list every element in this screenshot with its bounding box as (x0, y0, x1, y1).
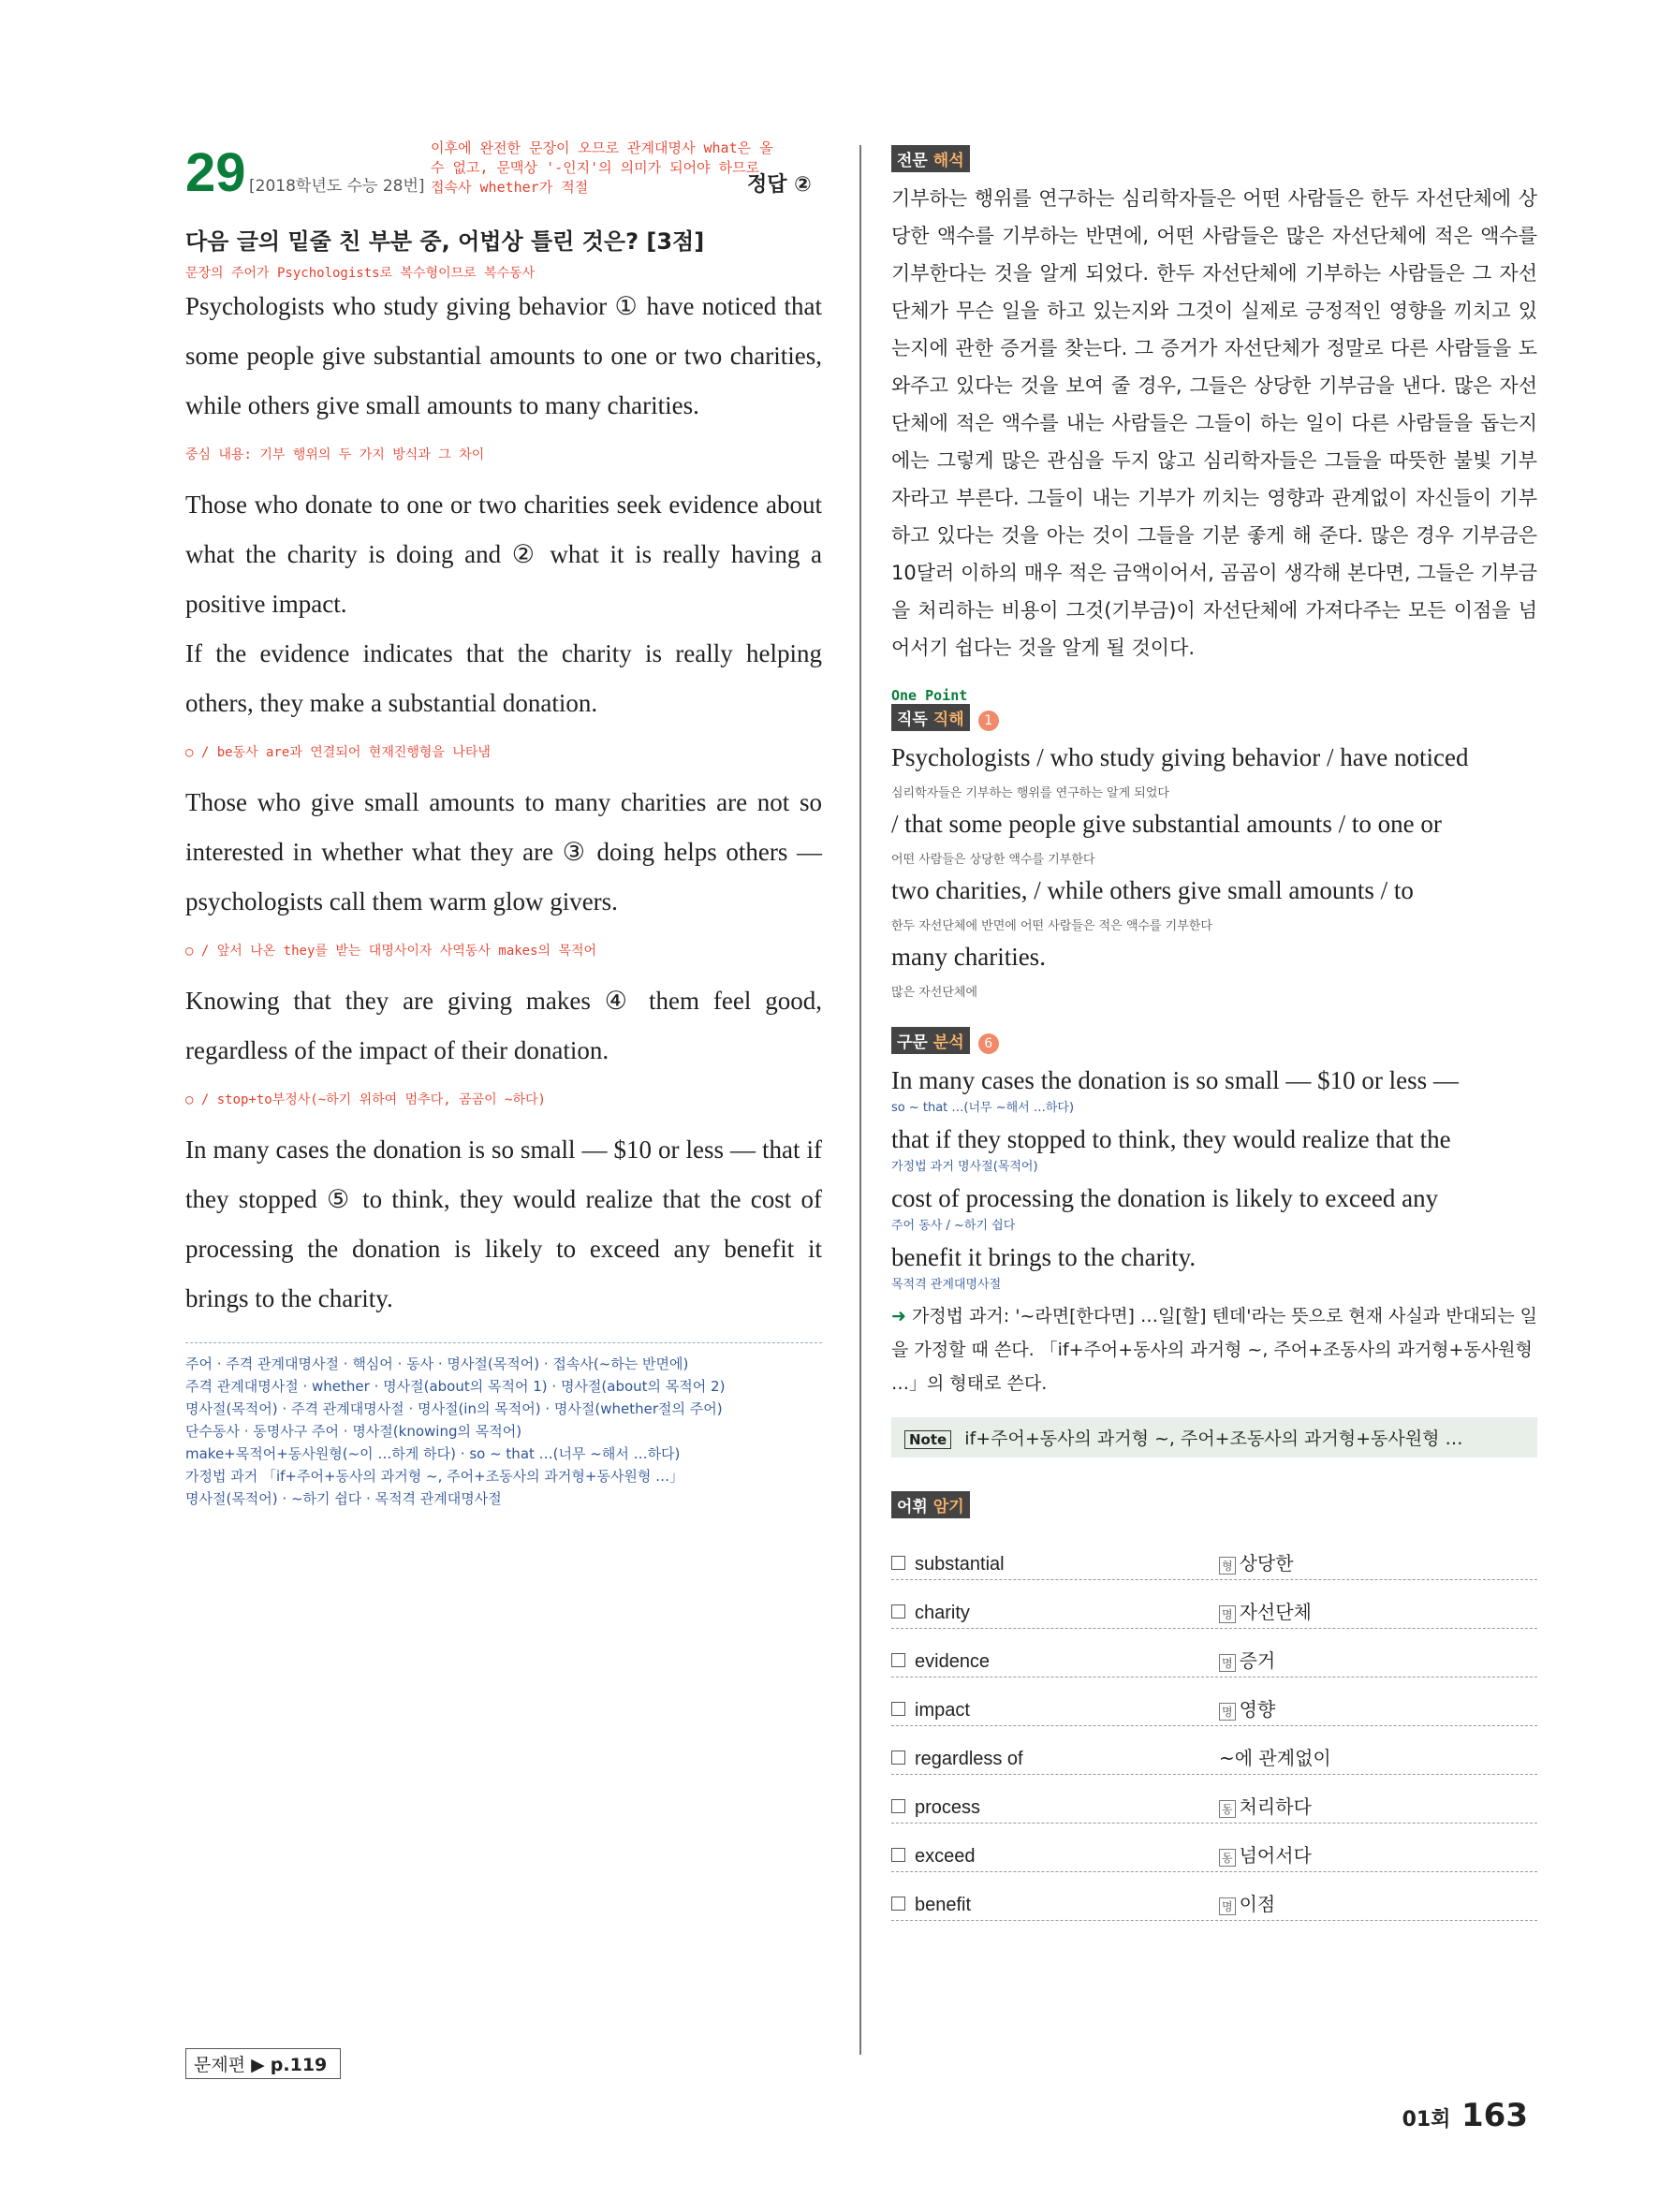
grammar-label: 단수동사 (185, 1423, 240, 1440)
grammar-label: ~하기 쉽다 (290, 1490, 362, 1507)
passage (185, 282, 822, 1324)
checkbox[interactable] (891, 1604, 905, 1619)
grammar-label: 명사절(knowing의 목적어) (352, 1423, 522, 1440)
syntax-line-gloss: so ~ that …(너무 ~해서 …하다) (891, 1101, 1075, 1115)
grammar-label: 명사절(목적어) (447, 1355, 540, 1372)
translation-tag: 전문 해석 (891, 145, 970, 172)
sentence-number-badge: 1 (978, 710, 999, 731)
grammar-label: 주격 관계대명사절 (290, 1400, 404, 1417)
checkbox[interactable] (891, 1897, 905, 1911)
syntax-line-en: benefit it brings to the charity. (891, 1243, 1197, 1271)
handwritten-note-4: ○ / 앞서 나온 they를 받는 대명사이자 사역동사 makes의 목적어 (185, 944, 597, 959)
grammar-label: 명사절(about의 목적어 2) (560, 1378, 726, 1395)
grammar-label: 목적격 관계대명사절 (374, 1490, 502, 1507)
question-source: [2018학년도 수능 28번] (249, 177, 425, 196)
question-header (185, 140, 822, 215)
grammar-label: 핵심어 (352, 1355, 393, 1372)
direct-line-ko: 어떤 사람들은 상당한 액수를 기부한다 (891, 853, 1095, 867)
vocab-list (891, 1531, 1537, 1921)
checkbox[interactable] (891, 1799, 905, 1813)
syntax-tag: 구문 분석 (891, 1027, 970, 1054)
grammar-label: 명사절(in의 목적어) (417, 1400, 541, 1417)
column-divider (859, 145, 861, 2055)
vocab-row: evidence 명 증거 (891, 1629, 1537, 1677)
handwritten-note-2: 중심 내용: 기부 행위의 두 가지 방식과 그 차이 (185, 447, 485, 462)
question-column (185, 140, 822, 1510)
syntax-line-gloss: 가정법 과거 명사절(목적어) (891, 1160, 1038, 1174)
syntax-explanation: ➜ 가정법 과거: '~라면[한다면] …일[할] 텐데'라는 뜻으로 현재 사실과 반대되는 일을 가정할 때 쓴다. 「if+주어+동사의 과거형 ~, 주어+조동사의 과거형+동사원형 …」의 형태로 쓴다. (891, 1306, 1538, 1394)
direct-line-en: many charities. (891, 943, 1046, 971)
note-label: Note (904, 1430, 951, 1449)
vocab-row: benefit 명 이점 (891, 1872, 1537, 1921)
grammar-label: 주격 관계대명사절 (226, 1355, 339, 1372)
grammar-label: 접속사(~하는 반면에) (552, 1355, 689, 1372)
passage-sentence-5: Knowing that they are giving makes ④ them feel good, regardless of the impact of their donation. (185, 987, 822, 1064)
direct-line-en: / that some people give substantial amounts / to one or (891, 810, 1442, 838)
grammar-label: 동명사구 주어 (253, 1423, 339, 1440)
direct-reading-tag: 직독 직해 (891, 704, 970, 731)
direct-line-ko: 심리학자들은 기부하는 행위를 연구하는 알게 되었다 (891, 786, 1169, 800)
note-text: if+주어+동사의 과거형 ~, 주어+조동사의 과거형+동사원형 … (964, 1428, 1463, 1449)
passage-sentence-1: Psychologists who study giving behavior ① have noticed that some people give substantial amounts to one or two charities, while others give small amounts to many charities. (185, 292, 822, 419)
vocab-row: impact 명 영향 (891, 1677, 1537, 1726)
problem-page-link[interactable] (185, 2048, 341, 2079)
grammar-label: whether (312, 1378, 370, 1395)
translation-section (891, 145, 1537, 667)
question-number: 29 (185, 142, 246, 203)
grammar-label: 동사 (406, 1355, 434, 1372)
test-round-label: 01회 (1402, 2108, 1451, 2131)
handwritten-note-1: 문장의 주어가 Psychologists로 복수형이므로 복수동사 (185, 266, 536, 281)
vocab-row: charity 명 자선단체 (891, 1580, 1537, 1629)
direct-line-ko: 많은 자선단체에 (891, 986, 978, 1000)
vocab-section (891, 1491, 1537, 1921)
syntax-line-gloss: 목적격 관계대명사절 (891, 1278, 1002, 1292)
vocab-row: substantial 형 상당한 (891, 1531, 1537, 1580)
vocab-tag: 어휘 암기 (891, 1491, 970, 1518)
explanation-column (891, 145, 1537, 1921)
syntax-line-en: that if they stopped to think, they would realize that the (891, 1125, 1451, 1153)
page-number: 163 (1461, 2097, 1528, 2134)
handwritten-note-top: 이후에 완전한 문장이 오므로 관계대명사 what은 올 수 없고, 문맥상 '-인지'의 의미가 되어야 하므로 접속사 whether가 적절 (431, 139, 773, 196)
grammar-label: 명사절(about의 목적어 1) (383, 1378, 548, 1395)
grammar-labels: 주어 · 주격 관계대명사절 · 핵심어 · 동사 · 명사절(목적어) · 접속사(~하는 반면에) 주격 관계대명사절 · whether · 명사절(about의 목적어 1) · 명사절(about의 목적어 2) 명사절(목적어) · 주격 관계대명사절 · 명사절(in의 목적어) · 명사절(whether절의 주어) 단수동사 · 동명사구 주어 · 명사절(knowing의 목적어) make+목적어+동사원형(~이 …하게 하다) · so ~ that …(너무 ~해서 …하다) 가정법 과거 「if+주어+동사의 과거형 ~, 주어+조동사의 과거형+동사원형 …」 명사절(목적어) · ~하기 쉽다 · 목적격 관계대명사절 (185, 1342, 822, 1510)
grammar-label: make+목적어+동사원형(~이 …하게 하다) (185, 1445, 457, 1462)
answer-label: 정답 ② (747, 173, 812, 197)
checkbox[interactable] (891, 1848, 905, 1862)
checkbox[interactable] (891, 1751, 905, 1765)
page-link-number: p.119 (270, 2055, 328, 2075)
vocab-row: exceed 동 넘어서다 (891, 1824, 1537, 1872)
passage-sentence-3: If the evidence indicates that the charity is really helping others, they make a substantial donation. (185, 639, 822, 717)
checkbox[interactable] (891, 1653, 905, 1667)
direct-line-en: Psychologists / who study giving behavior / have noticed (891, 743, 1469, 771)
direct-reading-section (891, 704, 1537, 1001)
one-point-label: One Point (891, 687, 968, 704)
checkbox[interactable] (891, 1702, 905, 1716)
direct-line-ko: 한두 자선단체에 반면에 어떤 사람들은 적은 액수를 기부한다 (891, 919, 1212, 933)
arrow-right-icon: ➜ (891, 1306, 906, 1326)
arrow-right-icon: ▶ (251, 2055, 265, 2075)
page-link-label: 문제편 (194, 2055, 246, 2075)
checkbox[interactable] (891, 1556, 905, 1570)
grammar-label: 명사절(목적어) (185, 1490, 278, 1507)
passage-sentence-2: Those who donate to one or two charities seek evidence about what the charity is doing and ② what it is really having a positive impact. (185, 491, 822, 618)
grammar-label: 주어 (185, 1355, 213, 1372)
grammar-label: so ~ that …(너무 ~해서 …하다) (469, 1445, 681, 1462)
vocab-row: regardless of ~에 관계없이 (891, 1726, 1537, 1775)
grammar-label: 명사절(목적어) (185, 1400, 278, 1417)
handwritten-note-5: ○ / stop+to부정사(~하기 위하여 멈추다, 곰곰이 ~하다) (185, 1092, 546, 1107)
grammar-label: 명사절(whether절의 주어) (553, 1400, 723, 1417)
syntax-section (891, 1027, 1537, 1458)
grammar-label: 주격 관계대명사절 (185, 1378, 299, 1395)
vocab-row: process 동 처리하다 (891, 1775, 1537, 1824)
grammar-label: 가정법 과거 「if+주어+동사의 과거형 ~, 주어+조동사의 과거형+동사원형 …」 (185, 1468, 684, 1485)
direct-line-en: two charities, / while others give small amounts / to (891, 876, 1414, 904)
syntax-line-en: cost of processing the donation is likely to exceed any (891, 1184, 1439, 1212)
page-footer (1402, 2097, 1528, 2134)
note-box (891, 1417, 1537, 1458)
translation-text: 기부하는 행위를 연구하는 심리학자들은 어떤 사람들은 한두 자선단체에 상당한 액수를 기부하는 반면에, 어떤 사람들은 많은 자선단체에 적은 액수를 기부한다는 것을 알게 되었다. 한두 자선단체에 기부하는 사람들은 그 자선단체가 무슨 일을 하고 있는지와 그것이 실제로 긍정적인 영향을 끼치고 있는지에 관한 증거를 찾는다. 그 증거가 자선단체가 정말로 다른 사람들을 도와주고 있다는 것을 보여 줄 경우, 그들은 상당한 기부금을 낸다. 많은 자선단체에 적은 액수를 내는 사람들은 그들이 하는 일이 다른 사람들을 돕는지에는 그렇게 많은 관심을 두지 않고 심리학자들은 그들을 따뜻한 불빛 기부자라고 부른다. 그들이 내는 기부가 끼치는 영향과 관계없이 자신들이 기부하고 있다는 것을 아는 것이 그들을 기분 좋게 해 준다. 많은 경우 기부금은 10달러 이하의 매우 적은 금액이어서, 곰곰이 생각해 본다면, 그들은 기부금을 처리하는 비용이 그것(기부금)이 자선단체에 가져다주는 모든 이점을 넘어서기 쉽다는 것을 알게 될 것이다. (891, 187, 1537, 659)
passage-sentence-4: Those who give small amounts to many charities are not so interested in whether what they are ③ doing helps others — psychologists call them warm glow givers. (185, 788, 822, 916)
syntax-line-en: In many cases the donation is so small — $10 or less — (891, 1066, 1459, 1094)
passage-sentence-6: In many cases the donation is so small — $10 or less — that if they stopped ⑤ to think, they would realize that the cost of processing the donation is likely to exceed any benefit it brings to the charity. (185, 1135, 822, 1312)
question-prompt: 다음 글의 밑줄 친 부분 중, 어법상 틀린 것은? [3점] (185, 228, 705, 255)
sentence-number-badge: 6 (978, 1033, 999, 1054)
handwritten-note-3: ○ / be동사 are과 연결되어 현재진행형을 나타냄 (185, 745, 491, 760)
syntax-line-gloss: 주어 동사 / ~하기 쉽다 (891, 1219, 1016, 1233)
